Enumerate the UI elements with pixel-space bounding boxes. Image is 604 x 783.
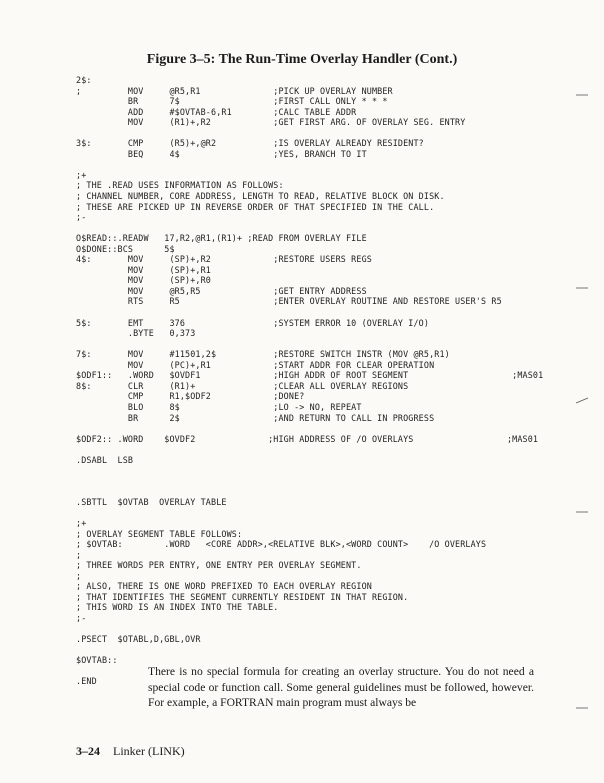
code-line: ;+: [76, 169, 87, 180]
code-line: ;-: [76, 212, 87, 223]
code-line: ;: [76, 570, 82, 581]
code-line: ;-: [76, 612, 87, 623]
code-line: .END: [76, 676, 97, 687]
page-number: 3–24: [76, 744, 100, 758]
code-line: ; THAT IDENTIFIES THE SEGMENT CURRENTLY RESIDENT IN THAT REGION.: [76, 591, 409, 602]
code-line: .DSABL LSB: [76, 454, 134, 465]
code-line: 5$: EMT 376 ;SYSTEM ERROR 10 (OVERLAY I/O): [76, 317, 430, 328]
figure-title: Figure 3–5: The Run-Time Overlay Handler (Cont.): [146, 52, 458, 67]
code-line: MOV @R5,R5 ;GET ENTRY ADDRESS: [76, 285, 367, 296]
code-line: MOV (SP)+,R1: [76, 264, 211, 275]
code-line: MOV (PC)+,R1 ;START ADDR FOR CLEAR OPERATION: [76, 359, 435, 370]
code-line: ; OVERLAY SEGMENT TABLE FOLLOWS:: [76, 528, 243, 539]
code-line: BEQ 4$ ;YES, BRANCH TO IT: [76, 148, 367, 159]
code-line: RTS R5 ;ENTER OVERLAY ROUTINE AND RESTORE USER'S R5: [76, 296, 502, 307]
code-line: O$READ::.READW 17,R2,@R1,(R1)+ ;READ FROM OVERLAY FILE: [76, 233, 367, 244]
code-line: .SBTTL $OVTAB OVERLAY TABLE: [76, 496, 227, 507]
body-paragraph: There is no special formula for creating an overlay structure. You do not need a special code or function call. Some general guidelines must be followed, however. For example, a FORTRAN main program must always be: [148, 665, 534, 709]
code-line: 8$: CLR (R1)+ ;CLEAR ALL OVERLAY REGIONS: [76, 380, 409, 391]
code-line: CMP R1,$ODF2 ;DONE?: [76, 391, 305, 402]
code-line: ; $OVTAB: .WORD <CORE ADDR>,<RELATIVE BLK>,<WORD COUNT> /O OVERLAYS: [76, 539, 487, 550]
code-line: ; THIS WORD IS AN INDEX INTO THE TABLE.: [76, 602, 279, 613]
margin-mark: [576, 398, 588, 403]
code-line: BLO 8$ ;LO -> NO, REPEAT: [76, 401, 362, 412]
code-line: $ODF2:: .WORD $OVDF2 ;HIGH ADDRESS OF /O OVERLAYS ;MAS01: [76, 433, 539, 444]
code-line: $OVTAB::: [76, 655, 118, 666]
page-footer: [76, 744, 185, 759]
code-line: 7$: MOV #11501,2$ ;RESTORE SWITCH INSTR (MOV @R5,R1): [76, 349, 450, 360]
footer-section-title: Linker (LINK): [113, 744, 185, 758]
code-line: ; THREE WORDS PER ENTRY, ONE ENTRY PER OVERLAY SEGMENT.: [76, 560, 362, 571]
code-line: $ODF1:: .WORD $OVDF1 ;HIGH ADDR OF ROOT SEGMENT ;MAS01: [76, 370, 544, 381]
code-line: ;: [76, 549, 82, 560]
code-line: ;+: [76, 517, 87, 528]
code-line: ; THE .READ USES INFORMATION AS FOLLOWS:: [76, 180, 284, 191]
code-line: ; THESE ARE PICKED UP IN REVERSE ORDER OF THAT SPECIFIED IN THE CALL.: [76, 201, 435, 212]
code-line: O$DONE::BCS 5$: [76, 243, 175, 254]
code-line: 3$: CMP (R5)+,@R2 ;IS OVERLAY ALREADY RESIDENT?: [76, 138, 424, 149]
code-line: .BYTE 0,373: [76, 328, 196, 339]
code-listing: [76, 75, 543, 687]
code-line: BR 2$ ;AND RETURN TO CALL IN PROGRESS: [76, 412, 435, 423]
code-line: ADD #$OVTAB-6,R1 ;CALC TABLE ADDR: [76, 106, 357, 117]
code-line: BR 7$ ;FIRST CALL ONLY * * *: [76, 96, 388, 107]
code-line: 4$: MOV (SP)+,R2 ;RESTORE USERS REGS: [76, 254, 372, 265]
code-line: ; ALSO, THERE IS ONE WORD PREFIXED TO EACH OVERLAY REGION: [76, 581, 372, 592]
code-line: MOV (SP)+,R0: [76, 275, 211, 286]
code-line: 2$:: [76, 75, 92, 85]
code-line: .PSECT $OTABL,D,GBL,OVR: [76, 633, 201, 644]
code-line: ; CHANNEL NUMBER, CORE ADDRESS, LENGTH TO READ, RELATIVE BLOCK ON DISK.: [76, 191, 445, 202]
code-line: MOV (R1)+,R2 ;GET FIRST ARG. OF OVERLAY SEG. ENTRY: [76, 117, 466, 128]
code-line: ; MOV @R5,R1 ;PICK UP OVERLAY NUMBER: [76, 85, 393, 96]
